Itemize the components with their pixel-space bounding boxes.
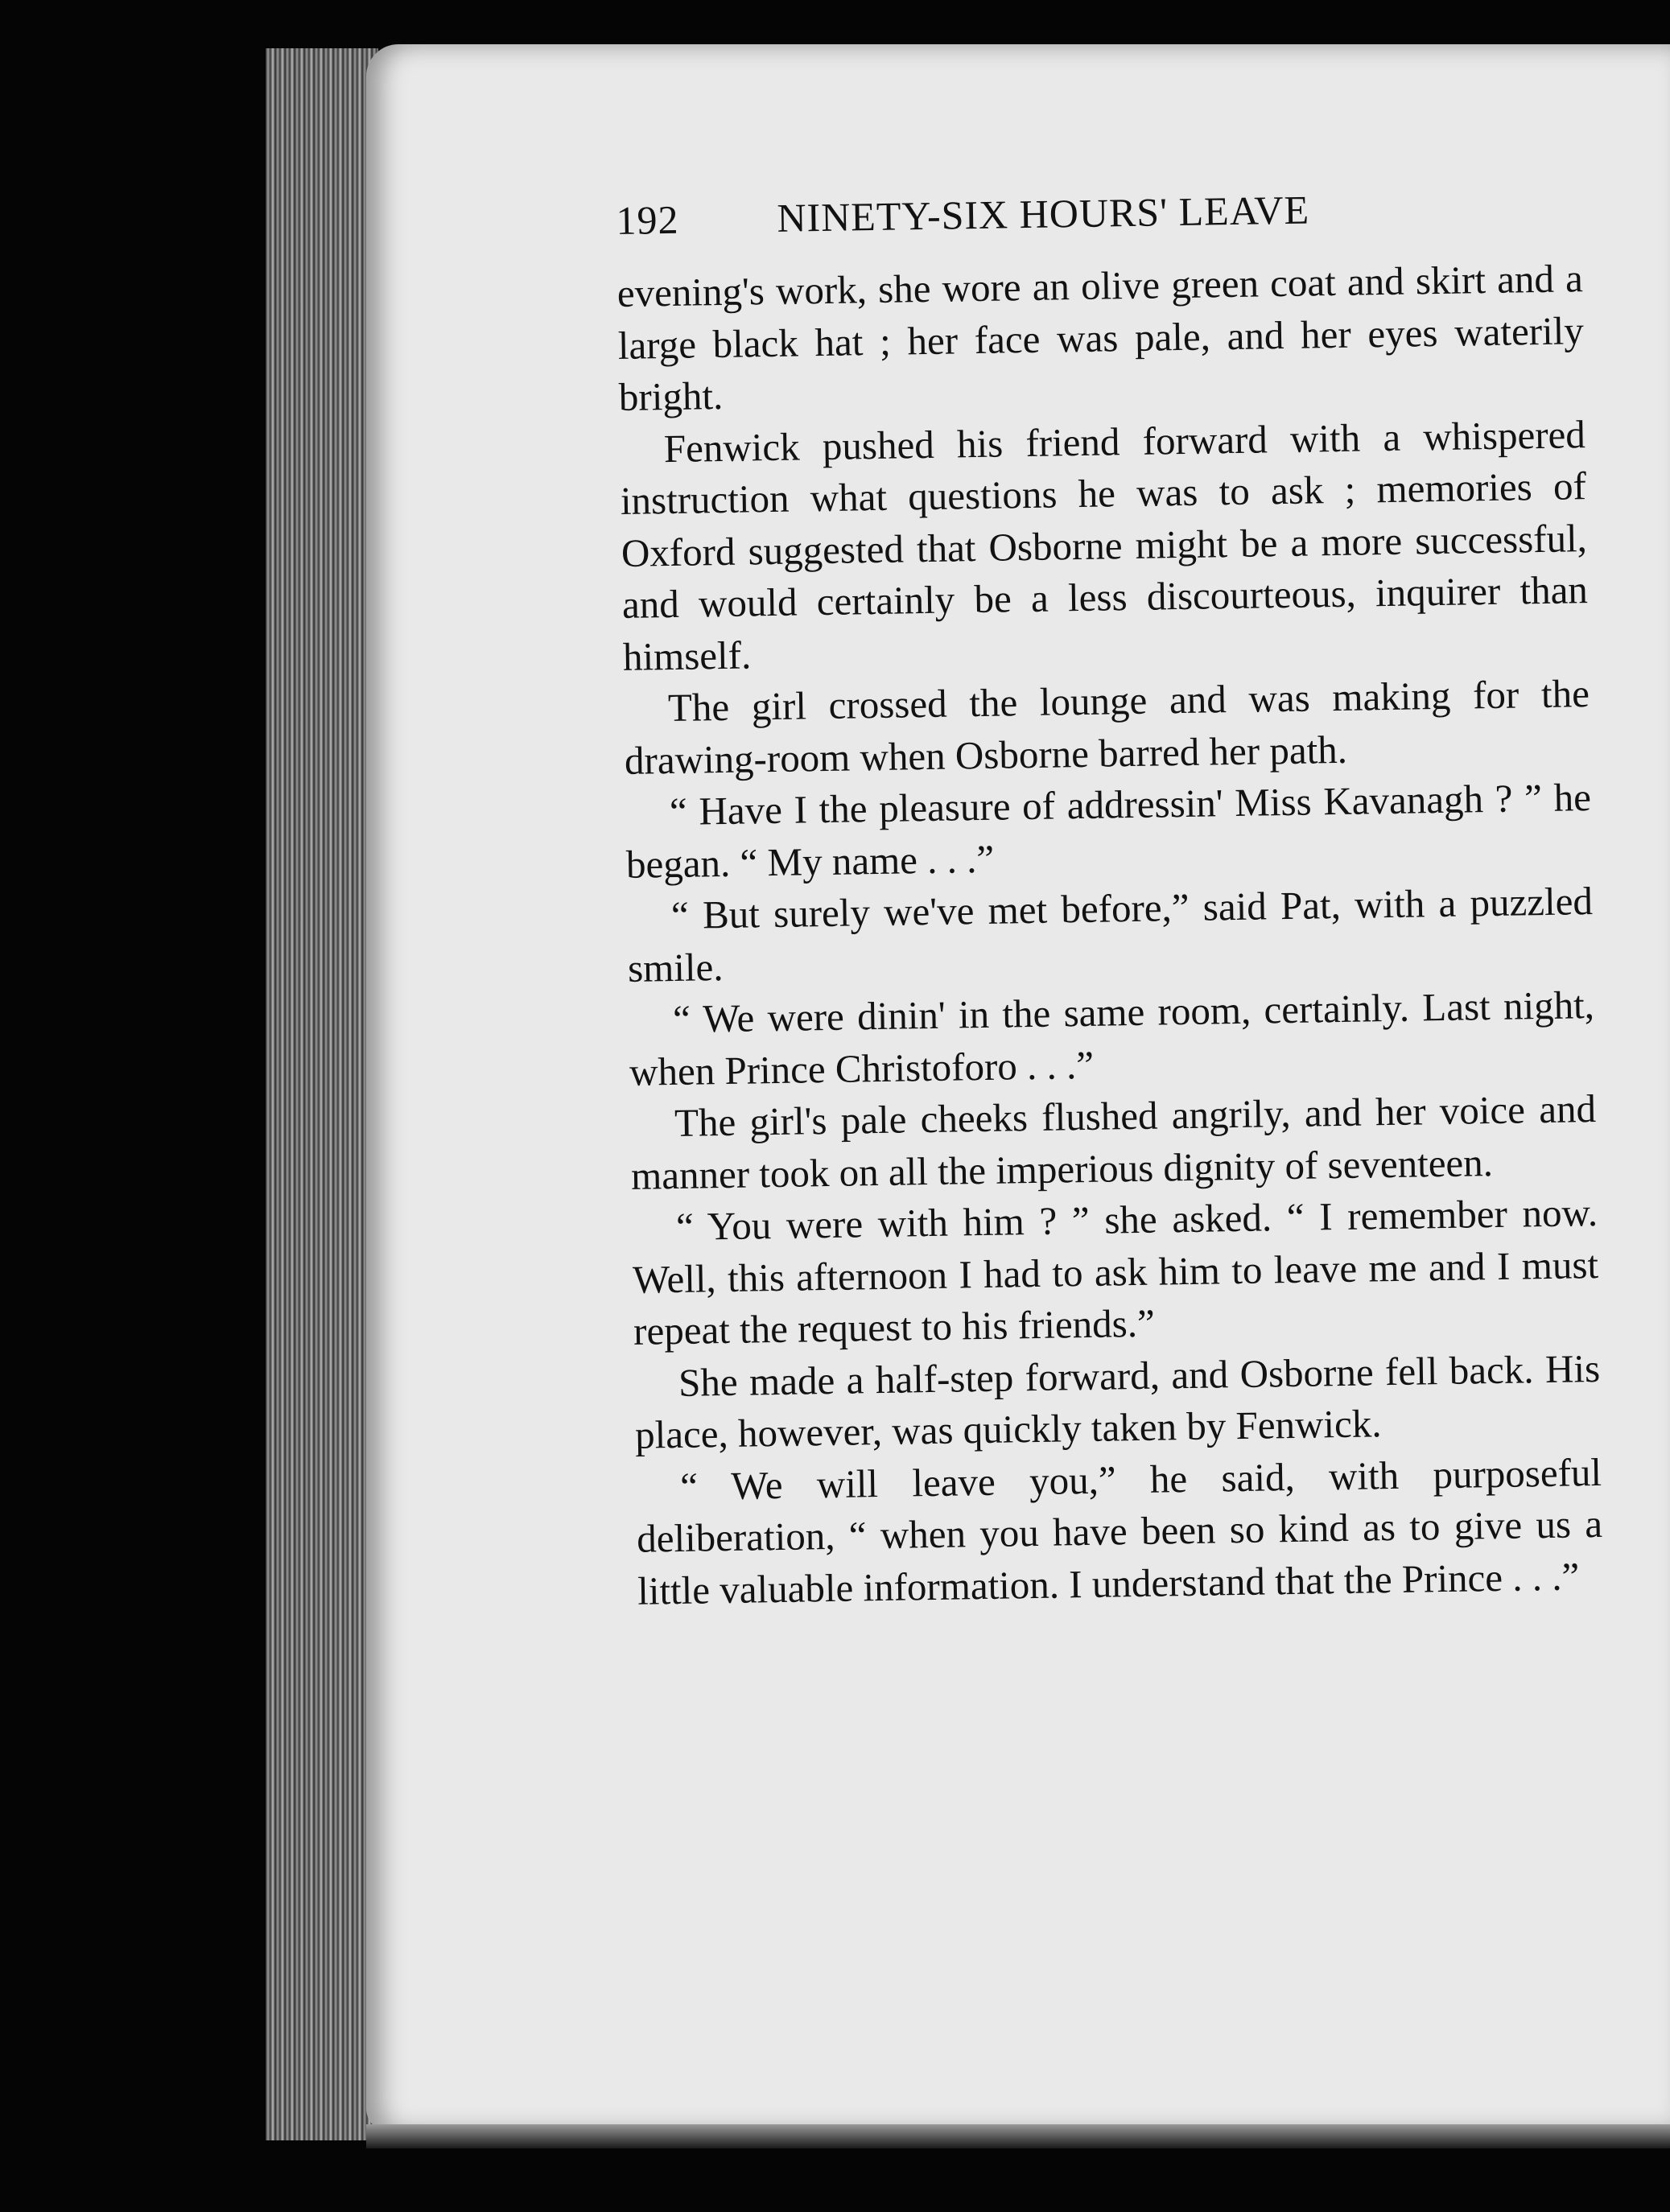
paragraph: “ We were dinin' in the same room, certainly. Last night, when Prince Christoforo . . .” — [629, 982, 1595, 1094]
paragraph: evening's work, she wore an olive green coat and skirt and a large black hat ; her face was pale, and her eyes waterily bright. — [616, 256, 1585, 419]
book-page-edges — [266, 48, 378, 2140]
paragraph: “ But surely we've met before,” said Pat, with a puzzled smile. — [627, 879, 1594, 991]
page-text-block — [616, 182, 1604, 1617]
paragraph: “ Have I the pleasure of addressin' Miss Kavanagh ? ” he began. “ My name . . .” — [625, 775, 1592, 887]
paragraph: She made a half-step forward, and Osborne fell back. His place, however, was quickly taken by Fenwick. — [634, 1345, 1601, 1457]
paragraph: “ You were with him ? ” she asked. “ I remember now. Well, this afternoon I had to ask him to leave me and I must repeat the request to his friends.” — [632, 1189, 1599, 1353]
running-title: NINETY-SIX HOURS' LEAVE — [776, 187, 1310, 241]
book-bottom-edge — [366, 2124, 1670, 2148]
paragraph: The girl crossed the lounge and was making for the drawing-room when Osborne barred her path. — [624, 671, 1590, 783]
paragraph: Fenwick pushed his friend forward with a whispered instruction what questions he was to ask ; memories of Oxford suggested that Osborne might be a more successful, and would certainly be a less discourteous, inquirer than himself. — [620, 411, 1589, 679]
paragraph: “ We will leave you,” he said, with purposeful deliberation, “ when you have been so kind as to give us a little valuable information. I understand that the Prince . . .” — [636, 1449, 1603, 1613]
page-number: 192 — [616, 196, 679, 243]
paragraph: The girl's pale cheeks flushed angrily, and her voice and manner took on all the imperious dignity of seventeen. — [630, 1086, 1597, 1198]
